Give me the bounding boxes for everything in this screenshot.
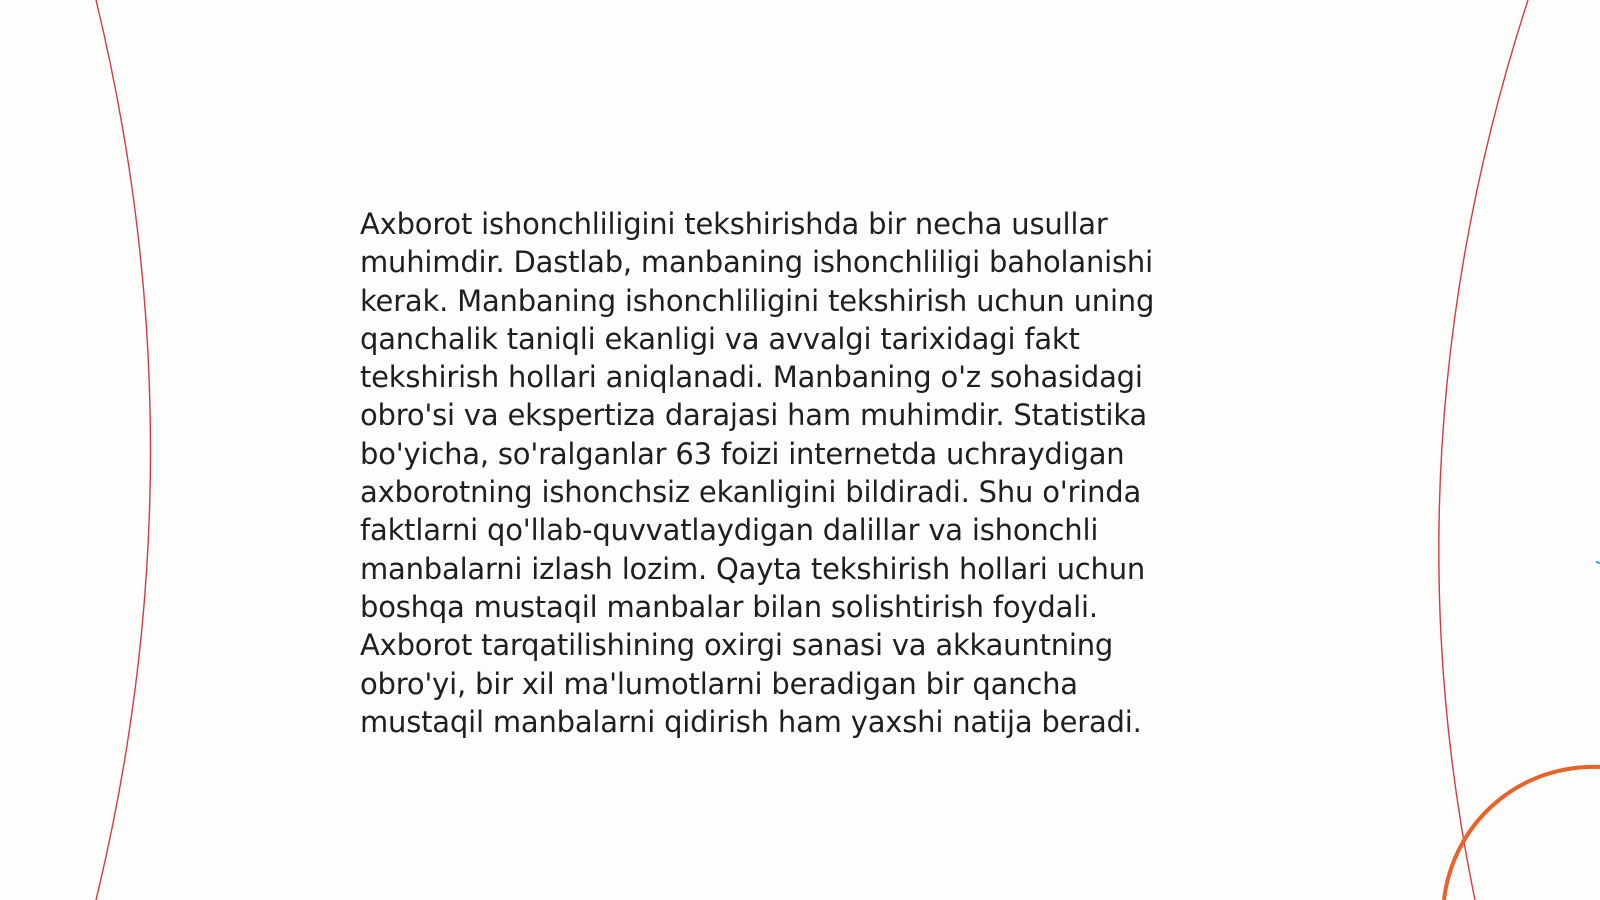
left-arc-line xyxy=(96,0,151,900)
body-paragraph: Axborot ishonchliligini tekshirishda bir necha usullar muhimdir. Dastlab, manbaning ishonchliligi baholanishi kerak. Manbaning ishonchliligini tekshirish uchun uning qanchalik taniqli ekanligi va avvalgi tarixidagi fakt tekshirish hollari aniqlanadi. Manbaning o'z sohasidagi obro'si va ekspertiza darajasi ham muhimdir. Statistika bo'yicha, so'ralganlar 63 foizi internetda uchraydigan axborotning ishonchsiz ekanligini bildiradi. Shu o'rinda faktlarni qo'llab-quvvatlaydigan dalillar va ishonchli manbalarni izlash lozim. Qayta tekshirish hollari uchun boshqa mustaqil manbalar bilan solishtirish foydali. Axborot tarqatilishining oxirgi sanasi va akkauntning obro'yi, bir xil ma'lumotlarni beradigan bir qancha mustaqil manbalarni qidirish ham yaxshi natija beradi. xyxy=(360,207,1155,739)
teal-accent-mark xyxy=(1596,562,1600,563)
right-arc-line xyxy=(1439,0,1528,900)
orange-circle-arc xyxy=(1444,767,1600,900)
